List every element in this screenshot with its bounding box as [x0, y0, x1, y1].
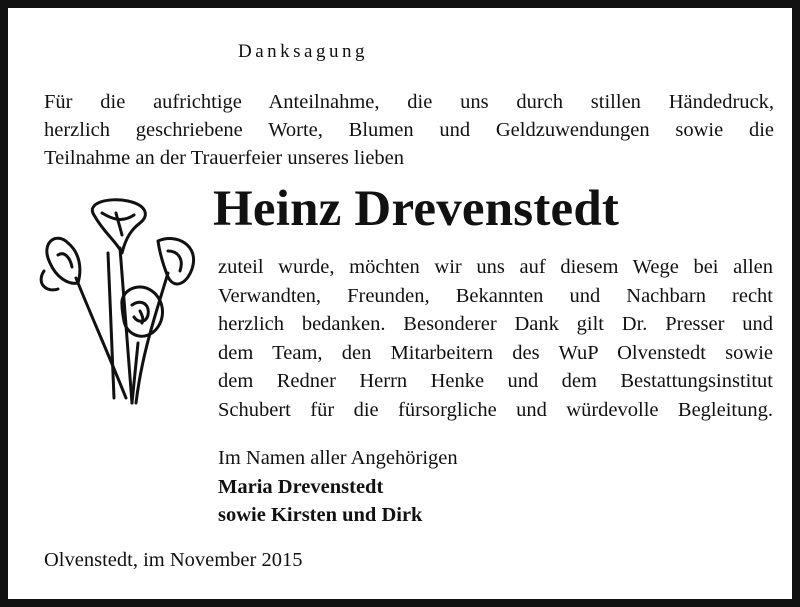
deceased-name: Heinz Drevenstedt [213, 181, 620, 237]
intro-paragraph [44, 88, 774, 172]
intro-line: Für die aufrichtige Anteilnahme, die uns durch stillen Händedruck, [44, 91, 774, 113]
signature-preface: Im Namen aller Angehörigen [218, 447, 458, 469]
stem [76, 278, 126, 398]
flower-left [47, 238, 80, 283]
thanks-line: dem Redner Herrn Henke und dem Bestattungsinstitut [218, 370, 773, 392]
thanks-paragraph [218, 253, 773, 424]
intro-line: herzlich geschriebene Worte, Blumen und Geldzuwendungen sowie die [44, 119, 774, 141]
thanks-line: Schubert für die fürsorgliche und würdevolle Begleitung. [218, 398, 773, 421]
thanks-line: dem Team, den Mitarbeitern des WuP Olvenstedt sowie [218, 341, 773, 364]
flower-right-fold [168, 251, 181, 271]
signature-block [218, 444, 458, 530]
stem [108, 253, 114, 398]
place-date: Olvenstedt, im November 2015 [44, 549, 303, 571]
flower-top-spadix [116, 213, 122, 235]
notice-heading: Danksagung [238, 41, 368, 62]
calla-lily-bouquet-icon [28, 193, 208, 408]
thanks-line: herzlich bedanken. Besonderer Dank gilt Dr. Presser und [218, 313, 773, 335]
signature-names-additional: sowie Kirsten und Dirk [218, 504, 423, 526]
flower-right [158, 239, 194, 284]
signature-name: Maria Drevenstedt [218, 475, 384, 498]
thanks-line: zuteil wurde, möchten wir uns auf diesem Wege bei allen [218, 256, 773, 278]
intro-line: Teilnahme an der Trauerfeier unseres lieben [44, 147, 405, 169]
thanks-line: Verwandten, Freunden, Bekannten und Nachbarn recht [218, 284, 773, 307]
flower-left-fold [58, 254, 72, 267]
